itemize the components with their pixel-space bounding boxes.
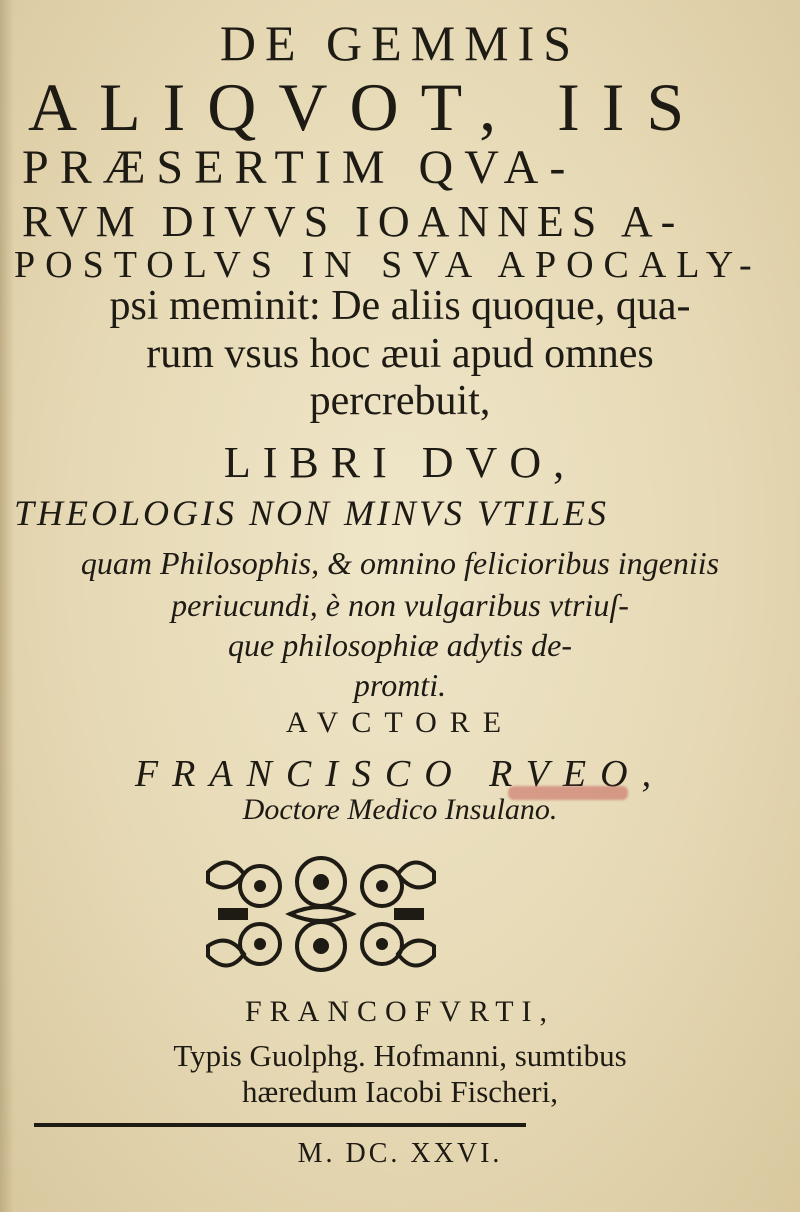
text-line-6: psi meminit: De aliis quoque, qua- [109,283,691,329]
publisher-line: hæredum Iacobi Fischeri, [242,1074,558,1109]
text-line-7: rum vsus hoc æui apud omnes [146,331,654,377]
heading-line-3: PRÆSERTIM QVA- [22,141,577,194]
ink-stamp [508,786,628,800]
imprint-date: M. DC. XXVI. [297,1138,503,1169]
place-of-printing: FRANCOFVRTI, [244,995,556,1028]
heading-line-2: ALIQVOT, IIS [28,69,707,145]
books-heading: LIBRI DVO, [223,438,577,487]
italic-line-14: promti. [353,667,447,703]
author-title: Doctore Medico Insulano. [242,793,558,826]
italic-line-10: THEOLOGIS NON MINVS VTILES [14,493,610,533]
heading-line-5: POSTOLVS IN SVA APOCALY- [14,244,762,286]
divider-rule [34,1123,526,1127]
printer-line: Typis Guolphg. Hofmanni, sumtibus [173,1038,627,1073]
italic-line-13: que philosophiæ adytis de- [228,627,572,663]
author-name: FRANCISCO RVEO, [134,753,666,795]
text-line-8: percrebuit, [309,378,491,424]
printers-ornament-icon [198,852,444,976]
italic-line-12: periucundi, è non vulgaribus vtriuſ- [171,587,629,623]
italic-line-11: quam Philosophis, & omnino felicioribus ingeniis [80,545,720,581]
heading-line-1: DE GEMMIS [219,15,581,71]
author-label: AVCTORE [285,706,515,739]
heading-line-4: RVM DIVVS IOANNES A- [22,197,684,246]
